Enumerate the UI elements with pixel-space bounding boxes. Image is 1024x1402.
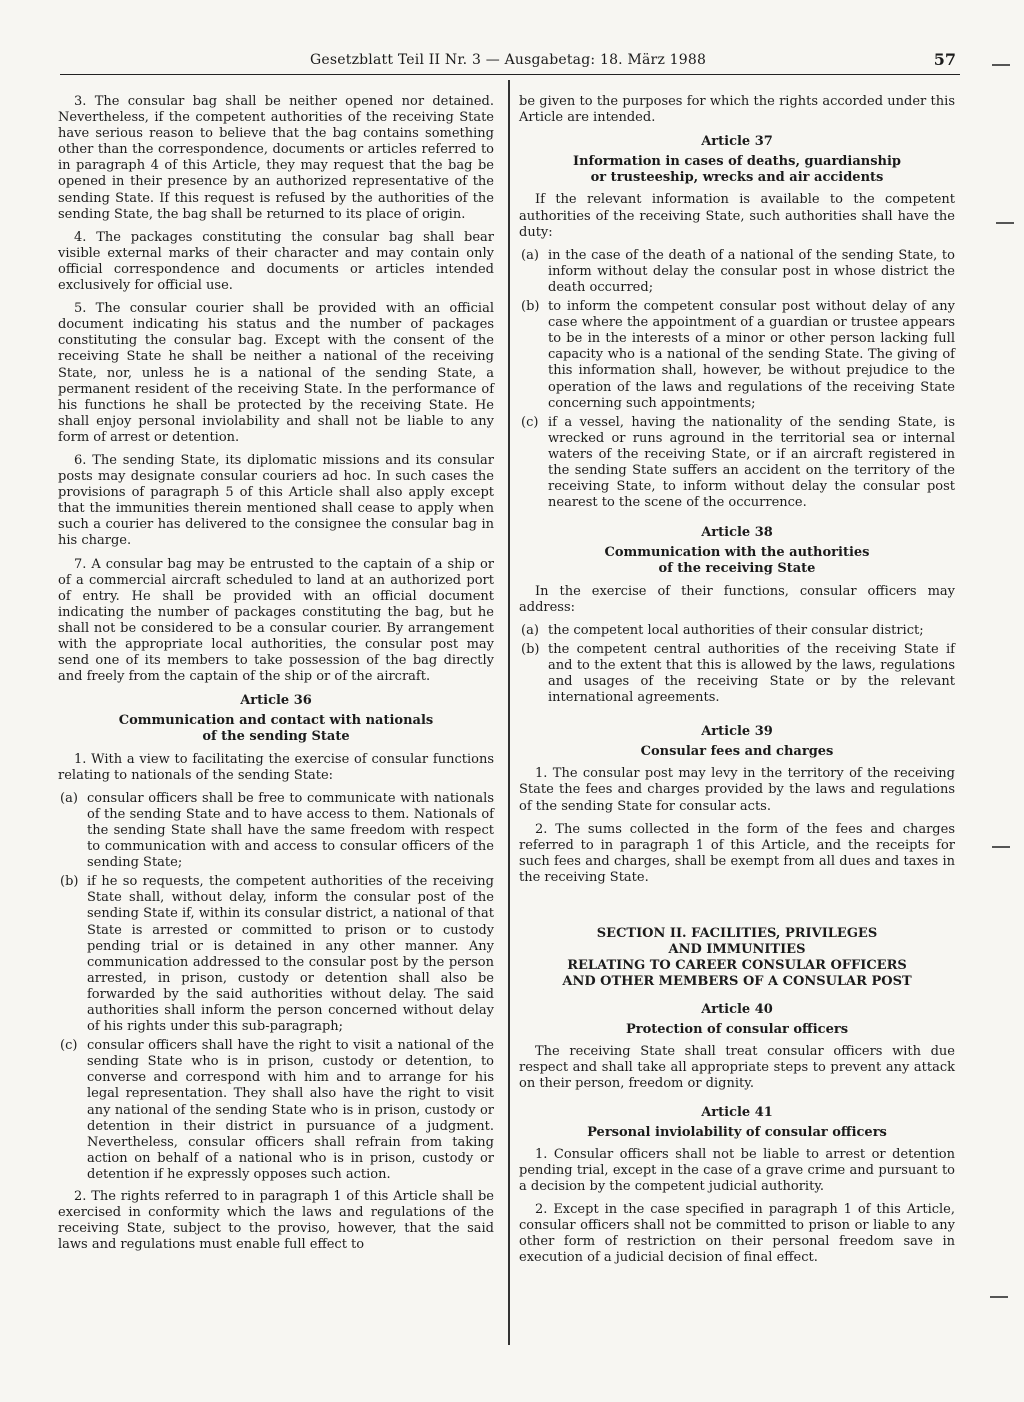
item-label: (a) — [521, 247, 539, 263]
article-38-title — [519, 545, 955, 577]
item-text: the competent local authorities of their consular district; — [548, 622, 924, 638]
article-37-title — [519, 154, 955, 186]
item-text: in the case of the death of a national of the sending State, to inform without delay the consular post in whose district the death occurred; — [548, 247, 955, 295]
article-41-heading: Article 41 — [701, 1104, 773, 1120]
article-36-title-line1: Communication and contact with nationals — [118, 713, 434, 729]
paragraph-6: 6. The sending State, its diplomatic missions and its consular posts may designate consular couriers ad hoc. In such cases the provisions of paragraph 5 of this Article shall also apply except that the immunities therein mentioned shall cease to apply when such a courier has delivered to the consignee the consular bag in his charge. — [58, 452, 494, 549]
section-title-line4: AND OTHER MEMBERS OF A CONSULAR POST — [562, 974, 912, 990]
article-39-paragraph-2: 2. The sums collected in the form of the fees and charges referred to in paragraph 1 of this Article, and the receipts for such fees and charges, shall be exempt from all dues and taxes in the receiving State. — [519, 821, 955, 885]
paragraph-5: 5. The consular courier shall be provided with an official document indicating his status and the number of packages constituting the consular bag. Except with the consent of the receiving State he shall be neither a national of the receiving State, nor, unless he is a national of the sending State, a permanent resident of the receiving State. In the performance of his functions he shall be protected by the receiving State. He shall enjoy personal inviolability and shall not be liable to any form of arrest or detention. — [58, 301, 494, 445]
list-item — [58, 874, 494, 1035]
item-label: (c) — [60, 1038, 78, 1054]
margin-mark — [990, 1296, 1008, 1298]
item-label: (b) — [521, 641, 540, 657]
article-36-title — [58, 713, 494, 745]
list-item — [519, 415, 955, 512]
article-36-paragraph-2: 2. The rights referred to in paragraph 1 of this Article shall be exercised in conformity which the laws and regulations of the receiving State, subject to the proviso, however, that the said laws and regulations must enable full effect to — [58, 1189, 494, 1253]
list-item — [519, 642, 955, 706]
article-37-title-line2: or trusteeship, wrecks and air accidents — [590, 170, 884, 186]
page-number: 57 — [933, 50, 956, 69]
item-text: consular officers shall be free to communicate with nationals of the sending State and to have access to them. Nationals of the sending State shall have the same freedom with respect to communication with and access to consular officers of the sending State; — [87, 790, 494, 871]
article-41-paragraph-1: 1. Consular officers shall not be liable to arrest or detention pending trial, except in the case of a grave crime and pursuant to a decision by the competent judicial authority. — [519, 1146, 955, 1194]
item-label: (a) — [521, 622, 539, 638]
list-item — [58, 791, 494, 871]
item-text: the competent central authorities of the receiving State if and to the extent that this is allowed by the laws, regulations and usages of the receiving State or by the relevant international agreements. — [548, 641, 955, 706]
item-text: to inform the competent consular post without delay of any case where the appointment of a guardian or trustee appears to be in the interests of a minor or other person lacking full capacity who is a national of the sending State. The giving of this information shall, however, be without prejudice to the operation of the laws and regulations of the receiving State concerning such appointments; — [548, 299, 955, 411]
left-column — [58, 94, 494, 1260]
list-item — [519, 623, 955, 639]
section-title-line2: AND IMMUNITIES — [668, 942, 806, 958]
right-column — [519, 94, 955, 1273]
column-divider — [508, 80, 510, 1345]
item-text: if he so requests, the competent authorities of the receiving State shall, without delay, inform the consular post of the sending State if, within its consular district, a national of that State is arrested or committed to prison or to custody pending trial or is detained in any other manner. Any communication addressed to the consular post by the person arrested, in prison, custody or detention shall also be forwarded by the said authorities without delay. The said authorities shall inform the person concerned without delay of his rights under this sub-paragraph; — [87, 874, 494, 1035]
article-37-heading: Article 37 — [701, 134, 773, 150]
margin-mark — [992, 846, 1010, 848]
header-title: Gesetzblatt Teil II Nr. 3 — Ausgabetag: 18. März 1988 — [310, 52, 707, 68]
article-40-paragraph: The receiving State shall treat consular officers with due respect and shall take all appropriate steps to prevent any attack on their person, freedom or dignity. — [519, 1044, 955, 1092]
page-header — [60, 50, 960, 75]
article-36-heading: Article 36 — [240, 693, 312, 709]
article-38-intro: In the exercise of their functions, consular officers may address: — [519, 583, 955, 615]
margin-mark — [992, 64, 1010, 66]
item-label: (c) — [521, 414, 539, 430]
section-title-line1: SECTION II. FACILITIES, PRIVILEGES — [596, 926, 878, 942]
section-title-line3: RELATING TO CAREER CONSULAR OFFICERS — [567, 958, 907, 974]
item-text: if a vessel, having the nationality of the sending State, is wrecked or runs aground in the territorial sea or internal waters of the receiving State, or if an aircraft registered in the sending State suffers an accident on the territory of the receiving State, to inform without delay the consular post nearest to the scene of the occurrence. — [548, 414, 955, 511]
item-label: (b) — [60, 874, 79, 890]
article-36-paragraph-1: 1. With a view to facilitating the exercise of consular functions relating to nationals of the sending State: — [58, 751, 494, 783]
paragraph-3: 3. The consular bag shall be neither opened nor detained. Nevertheless, if the competent authorities of the receiving State have serious reason to believe that the bag contains something other than the correspondence, documents or articles referred to in paragraph 4 of this Article, they may request that the bag be opened in their presence by an authorized representative of the sending State. If this request is refused by the authorities of the sending State, the bag shall be returned to its place of origin. — [58, 94, 494, 222]
article-39-paragraph-1: 1. The consular post may levy in the territory of the receiving State the fees and charges provided by the laws and regulations of the sending State for consular acts. — [519, 766, 955, 814]
list-item — [58, 1038, 494, 1183]
item-text: consular officers shall have the right to visit a national of the sending State who is in prison, custody or detention, to converse and correspond with him and to arrange for his legal representation. They shall also have the right to visit any national of the sending State who is in prison, custody or detention in their district in pursuance of a judgment. Nevertheless, consular officers shall refrain from taking action on behalf of a national who is in prison, custody or detention if he expressly opposes such action. — [87, 1038, 494, 1182]
article-38-heading: Article 38 — [701, 525, 773, 541]
item-label: (b) — [521, 299, 540, 315]
article-41-title: Personal inviolability of consular officers — [587, 1124, 887, 1140]
article-41-paragraph-2: 2. Except in the case specified in paragraph 1 of this Article, consular officers shall not be committed to prison or liable to any other form of restriction on their personal freedom save in execution of a judicial decision of final effect. — [519, 1201, 955, 1266]
paragraph-7: 7. A consular bag may be entrusted to the captain of a ship or of a commercial aircraft scheduled to land at an authorized port of entry. He shall be provided with an official document indicating the number of packages constituting the bag, but he shall not be considered to be a consular courier. By arrangement with the appropriate local authorities, the consular post may send one of its members to take possession of the bag directly and freely from the captain of the ship or of the aircraft. — [58, 556, 494, 685]
article-39-title: Consular fees and charges — [640, 744, 834, 760]
article-40-title: Protection of consular officers — [625, 1022, 849, 1038]
margin-mark — [996, 222, 1014, 224]
article-37-intro: If the relevant information is available to the competent authorities of the receiving State, such authorities shall have the duty: — [519, 192, 955, 240]
item-label: (a) — [60, 790, 78, 806]
article-36-title-line2: of the sending State — [202, 729, 350, 745]
article-38-title-line1: Communication with the authorities — [604, 545, 870, 561]
list-item — [519, 248, 955, 296]
article-37-title-line1: Information in cases of deaths, guardianship — [572, 154, 902, 170]
section-title — [519, 926, 955, 990]
continued-paragraph: be given to the purposes for which the rights accorded under this Article are intended. — [519, 94, 955, 126]
article-39-heading: Article 39 — [701, 724, 773, 740]
list-item — [519, 299, 955, 412]
article-38-title-line2: of the receiving State — [658, 561, 816, 577]
paragraph-4: 4. The packages constituting the consular bag shall bear visible external marks of their character and may contain only official correspondence and documents or articles intended exclusively for official use. — [58, 229, 494, 294]
article-40-heading: Article 40 — [701, 1002, 773, 1018]
